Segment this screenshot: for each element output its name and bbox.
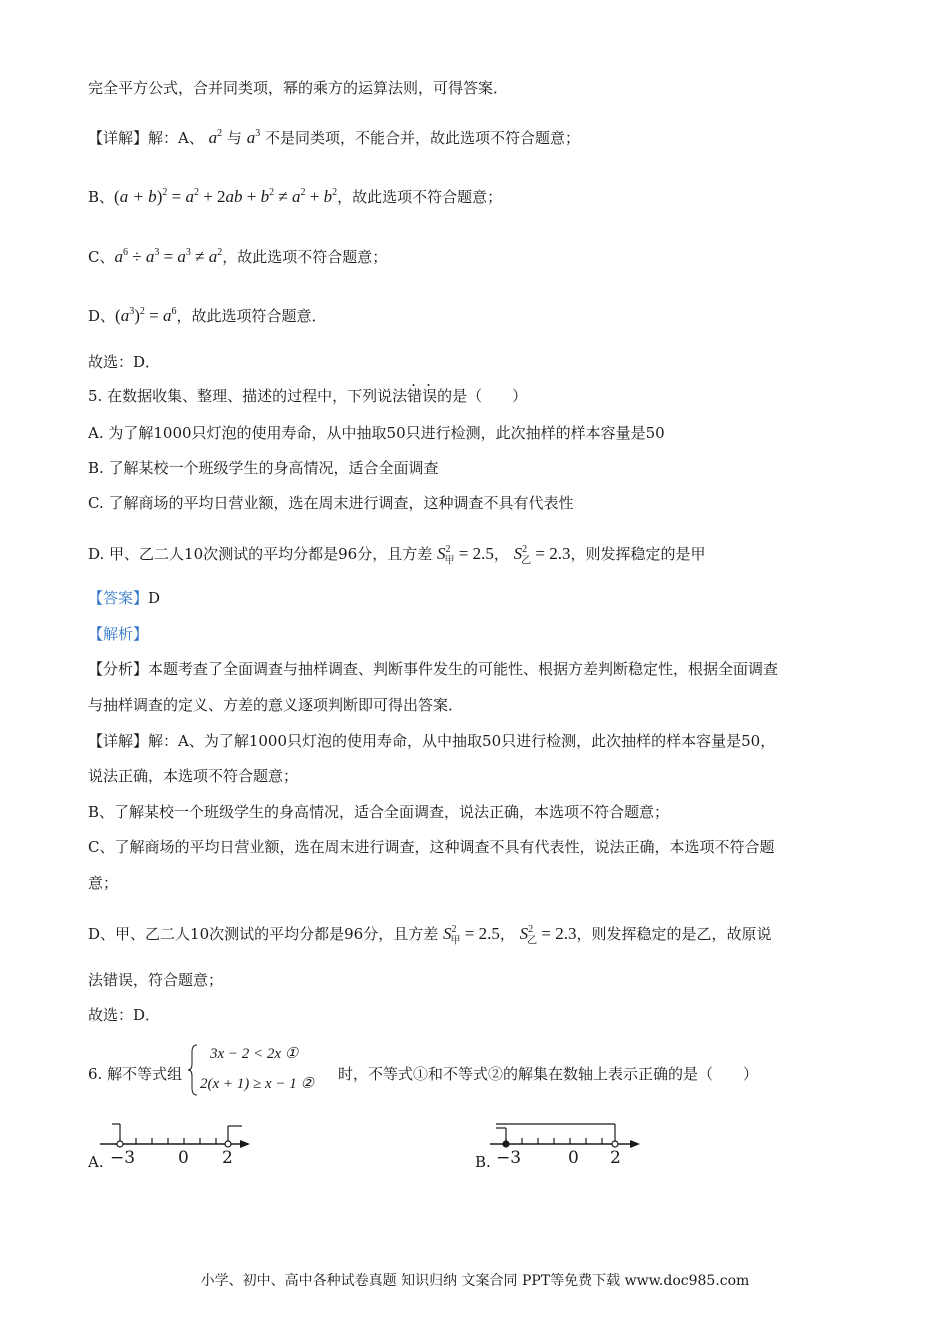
opt-a-tick-2: 0 [178, 1148, 189, 1168]
fenxi-tag: 【分析】 [88, 660, 149, 678]
math-c: $a^6 \div a^3 = a^3 \ne a^2$ [114, 247, 223, 266]
math-a3: $a^3$ [246, 128, 261, 147]
detail-d-post: ，故此选项符合题意． [176, 307, 327, 325]
detail-c [88, 243, 387, 267]
math-b: $(a + b)^2 = a^2 + 2ab + b^2 \ne a^2 + b^2$ [114, 187, 338, 206]
choose-d-1: 故选：D． [88, 353, 161, 371]
q5-d-pre: D. 甲、乙二人10次测试的平均分都是96分，且方差 [88, 545, 433, 563]
xiangjie-a1 [88, 731, 775, 751]
math-variance-yi-2: $S^2_乙 = 2.3$ [519, 924, 577, 947]
xiangjie-tag: 【详解】 [88, 732, 149, 750]
ineq-2: 2(x + 1) ≥ x − 1 ② [200, 1076, 314, 1092]
math-variance-jia: $S^2_甲 = 2.5$ [437, 544, 494, 567]
analysis-tag: 【解析】 [88, 625, 149, 643]
xiangjie-b: B、了解某校一个班级学生的身高情况，适合全面调查，说法正确，本选项不符合题意； [88, 803, 670, 821]
math-variance-jia-2: $S^2_甲 = 2.5$ [442, 924, 500, 947]
detail-a-pre: 解：A、 [148, 129, 204, 147]
fenxi-2: 与抽样调查的定义、方差的意义逐项判断即可得出答案． [88, 696, 464, 714]
fenxi-text: 本题考查了全面调查与抽样调查、判断事件发生的可能性、根据方差判断稳定性，根据全面调查 [148, 660, 779, 678]
page-footer: 小学、初中、高中各种试卷真题 知识归纳 文案合同 PPT等免费下载 www.doc985.com [200, 1273, 750, 1289]
q5-option-b: B. 了解某校一个班级学生的身高情况，适合全面调查 [88, 459, 439, 477]
answer [88, 588, 160, 608]
q6-pre: 6. 解不等式组 [88, 1065, 183, 1083]
choose-d-2: 故选：D． [88, 1006, 161, 1024]
answer-value: D [148, 589, 161, 607]
math-d: $(a^3)^2 = a^6$ [115, 306, 177, 325]
q6-post: 时，不等式①和不等式②的解集在数轴上表示正确的是（ ） [338, 1065, 759, 1083]
math-variance-yi: $S^2_乙 = 2.3$ [513, 544, 571, 567]
detail-b-post: ，故此选项不符合题意； [337, 188, 503, 206]
line-intro: 完全平方公式，合并同类项，幂的乘方的运算法则，可得答案． [88, 79, 509, 97]
q5-post: 的是（ ） [437, 387, 528, 405]
xiangjie-a-text: 解：A、为了解1000只灯泡的使用寿命，从中抽取50只进行检测，此次抽样的样本容量是50， [148, 732, 776, 750]
opt-b-tick-3: 2 [610, 1148, 621, 1168]
opt-b-label: B. [475, 1153, 491, 1171]
opt-b-tick-2: 0 [568, 1148, 579, 1168]
emphasis-char: 误 [422, 387, 438, 405]
q5-option-d: D. 甲、乙二人10次测试的平均分都是96分，且方差 $S^2_甲 = 2.5$， $S^2_乙 = 2.3$，则发挥稳定的是甲 [88, 544, 706, 567]
q5-option-c: C. 了解商场的平均日营业额，选在周末进行调查，这种调查不具有代表性 [88, 494, 574, 512]
fenxi-1 [88, 659, 778, 679]
xiangjie-d-post: ，则发挥稳定的是乙，故原说 [576, 925, 772, 943]
q5-option-a: A. 为了解1000只灯泡的使用寿命，从中抽取50只进行检测，此次抽样的样本容量是50 [88, 424, 665, 442]
detail-c-pre: C、 [88, 248, 115, 266]
xiangjie-d2: 法错误，符合题意； [88, 971, 224, 989]
opt-b-tick-1: −3 [496, 1148, 522, 1168]
detail-b-pre: B、 [88, 188, 115, 206]
q5-d-post: ，则发挥稳定的是甲 [570, 545, 706, 563]
detail-d-pre: D、 [88, 307, 116, 325]
opt-a-tick-1: −3 [110, 1148, 136, 1168]
detail-tag: 【详解】 [88, 129, 149, 147]
q5-pre: 5. 在数据收集、整理、描述的过程中，下列说法 [88, 387, 408, 405]
math-a2: $a^2$ [208, 128, 223, 147]
detail-a: 【详解】解：A、 $a^2$ 与 $a^3$ 不是同类项，不能合并，故此选项不符合题意； [88, 128, 580, 147]
ineq-1: 3x − 2 < 2x ① [210, 1046, 299, 1062]
xiangjie-a2: 说法正确，本选项不符合题意； [88, 767, 299, 785]
emphasis-char: 错 [407, 387, 423, 405]
xiangjie-c1: C、了解商场的平均日营业额，选在周末进行调查，这种调查不具有代表性，说法正确，本选项不符合题 [88, 838, 775, 856]
xiangjie-c2: 意； [88, 874, 119, 892]
detail-a-post: 不是同类项，不能合并，故此选项不符合题意； [264, 129, 580, 147]
question-6 [88, 1064, 182, 1084]
question-5 [88, 386, 527, 406]
xiangjie-d-pre: D、甲、乙二人10次测试的平均分都是96分，且方差 [88, 925, 439, 943]
opt-a-label: A. [88, 1153, 104, 1171]
detail-c-post: ，故此选项不符合题意； [222, 248, 388, 266]
detail-b [88, 183, 502, 207]
detail-d [88, 302, 326, 326]
brace-icon [188, 1044, 198, 1096]
opt-a-tick-3: 2 [222, 1148, 233, 1168]
answer-tag: 【答案】 [88, 589, 149, 607]
xiangjie-d1: D、甲、乙二人10次测试的平均分都是96分，且方差 $S^2_甲 = 2.5$， $S^2_乙 = 2.3$，则发挥稳定的是乙，故原说 [88, 924, 772, 947]
